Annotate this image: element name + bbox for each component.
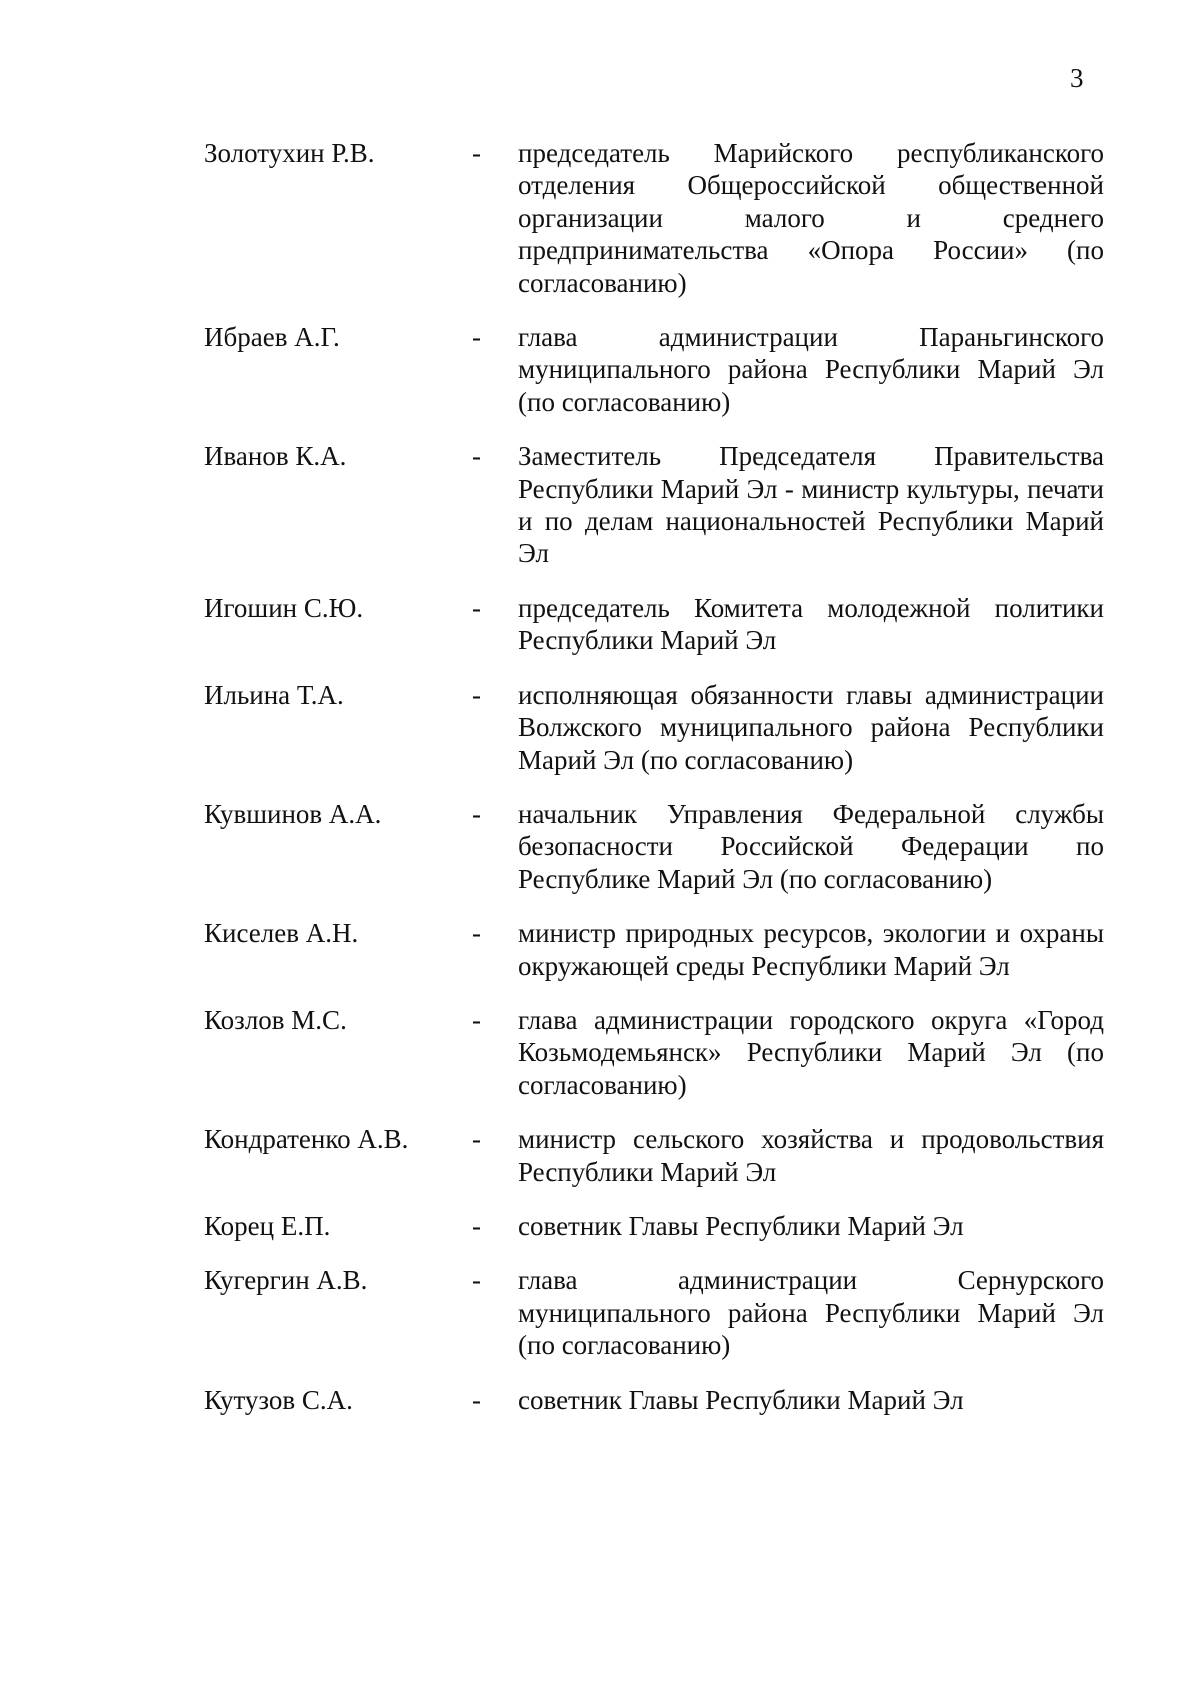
member-entry	[204, 1264, 1104, 1361]
member-name: Кувшинов А.А.	[204, 798, 382, 829]
member-role: глава администрации городского округа «Город Козьмодемьянск» Республики Марий Эл (по согласованию)	[518, 1004, 1104, 1100]
member-dash: -	[472, 798, 481, 829]
member-dash: -	[472, 322, 481, 353]
member-entry	[204, 1384, 1104, 1416]
member-dash: -	[472, 441, 481, 472]
member-role: глава администрации Параньгинского муниципального района Республики Марий Эл (по согласованию)	[518, 322, 1104, 417]
member-role: министр природных ресурсов, экологии и охраны окружающей среды Республики Марий Эл	[518, 918, 1104, 981]
page-number: 3	[1070, 63, 1084, 93]
member-role: исполняющая обязанности главы администрации Волжского муниципального района Республики Марий Эл (по согласованию)	[518, 679, 1104, 775]
member-entry	[204, 679, 1104, 776]
member-name: Козлов М.С.	[204, 1004, 347, 1035]
member-entry	[204, 1210, 1104, 1242]
member-role: начальник Управления Федеральной службы безопасности Российской Федерации по Республике Марий Эл (по согласованию)	[518, 798, 1104, 894]
member-role: председатель Комитета молодежной политики Республики Марий Эл	[518, 592, 1104, 656]
member-entry	[204, 321, 1104, 418]
member-dash: -	[472, 1265, 481, 1296]
member-name: Ибраев А.Г.	[204, 322, 340, 353]
member-role: министр сельского хозяйства и продовольствия Республики Марий Эл	[518, 1124, 1104, 1187]
member-name: Киселев А.Н.	[204, 918, 359, 949]
member-entry	[204, 1123, 1104, 1188]
member-name: Иванов К.А.	[204, 441, 347, 472]
member-entry	[204, 592, 1104, 657]
member-dash: -	[472, 1004, 481, 1035]
member-dash: -	[472, 918, 481, 949]
member-entry	[204, 1004, 1104, 1101]
member-dash: -	[472, 679, 481, 710]
member-entry	[204, 798, 1104, 895]
member-name: Корец Е.П.	[204, 1210, 331, 1241]
member-dash: -	[472, 592, 481, 623]
member-role: Заместитель Председателя Правительства Республики Марий Эл - министр культуры, печати и по делам национальностей Республики Марий Эл	[518, 441, 1104, 569]
member-entry	[204, 137, 1104, 299]
member-entry	[204, 440, 1104, 570]
member-entry	[204, 917, 1104, 982]
member-name: Золотухин Р.В.	[204, 138, 375, 168]
member-name: Кутузов С.А.	[204, 1384, 353, 1415]
member-dash: -	[472, 1384, 481, 1415]
member-name: Кугергин А.В.	[204, 1265, 368, 1296]
member-role: советник Главы Республики Марий Эл	[518, 1384, 964, 1415]
member-name: Кондратенко А.В.	[204, 1124, 409, 1155]
member-name: Ильина Т.А.	[204, 679, 344, 710]
member-dash: -	[472, 1124, 481, 1155]
members-list	[204, 137, 1104, 1416]
member-role: глава администрации Сернурского муниципального района Республики Марий Эл (по согласованию)	[518, 1265, 1104, 1361]
member-dash: -	[472, 138, 481, 168]
member-name: Игошин С.Ю.	[204, 592, 364, 623]
member-dash: -	[472, 1210, 481, 1241]
member-role: председатель Марийского республиканского отделения Общероссийской общественной организации малого и среднего предпринимательства «Опора России» (по согласованию)	[518, 138, 1104, 298]
member-role: советник Главы Республики Марий Эл	[518, 1210, 964, 1241]
